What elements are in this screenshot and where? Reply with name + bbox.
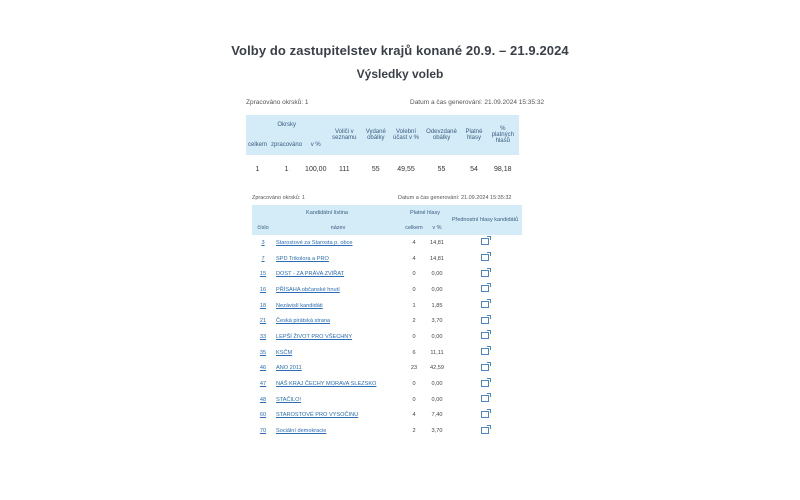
votes-total: 0 — [412, 271, 416, 278]
votes-pct: 42,59 — [430, 365, 444, 372]
candidates-generated-date: Datum a čas generování: 21.09.2024 15:35:32 — [398, 195, 512, 201]
header-valid-votes-pct: % platných hlasů — [487, 115, 519, 155]
party-number-link[interactable]: 47 — [259, 381, 267, 388]
header-name: název — [274, 221, 402, 235]
party-number-link[interactable]: 35 — [259, 349, 267, 356]
summary-table — [246, 115, 519, 183]
candidates-processed-count: Zpracováno okrsků: 1 — [252, 195, 305, 201]
votes-pct: 0,00 — [431, 271, 443, 278]
summary-processed-count: Zpracováno okrsků: 1 — [246, 99, 309, 106]
open-external-icon[interactable] — [481, 332, 489, 339]
votes-pct: 0,00 — [431, 396, 443, 403]
header-envelopes-returned: Odevzdané obálky — [422, 115, 462, 155]
open-external-icon[interactable] — [481, 411, 489, 418]
open-external-icon[interactable] — [481, 348, 489, 355]
party-number-link[interactable]: 60 — [259, 412, 267, 419]
votes-total: 0 — [412, 286, 416, 293]
table-row — [252, 282, 522, 298]
open-external-icon[interactable] — [481, 270, 489, 277]
header-preferential-votes: Přednostní hlasy kandidátů — [448, 205, 522, 235]
page-title: Volby do zastupitelstev krajů konané 20.9. – 21.9.2024 — [231, 43, 569, 58]
party-name-link[interactable]: STAČILO! — [276, 396, 302, 403]
party-number-link[interactable]: 7 — [261, 255, 265, 262]
candidates-table — [252, 205, 522, 439]
party-number-link[interactable]: 48 — [259, 396, 267, 403]
table-row — [252, 392, 522, 408]
votes-total: 4 — [412, 239, 416, 246]
table-row — [252, 345, 522, 361]
votes-pct: 11,11 — [430, 349, 444, 356]
party-number-link[interactable]: 21 — [259, 318, 267, 325]
table-row — [252, 376, 522, 392]
header-okrsky: Okrsky — [246, 115, 327, 135]
page-subtitle: Výsledky voleb — [356, 67, 444, 81]
party-name-link[interactable]: KSČM — [276, 349, 293, 356]
party-name-link[interactable]: ANO 2011 — [276, 365, 302, 372]
header-votes-pct: v % — [426, 221, 448, 235]
summary-generated-date: Datum a čas generování: 21.09.2024 15:35:32 — [410, 99, 545, 106]
votes-pct: 14,81 — [430, 255, 444, 262]
summary-cell: 1 — [255, 165, 260, 173]
table-row — [252, 329, 522, 345]
open-external-icon[interactable] — [481, 317, 489, 324]
table-row — [252, 408, 522, 424]
header-number: číslo — [252, 221, 274, 235]
votes-pct: 1,85 — [431, 302, 443, 309]
votes-pct: 0,00 — [431, 381, 443, 388]
summary-cell: 55 — [437, 165, 446, 173]
table-row — [252, 298, 522, 314]
table-row — [252, 235, 522, 251]
party-name-link[interactable]: DOST - ZA PRÁVA ZVÍŘAT — [276, 271, 345, 278]
votes-total: 2 — [412, 428, 416, 435]
votes-pct: 0,00 — [431, 333, 443, 340]
open-external-icon[interactable] — [481, 364, 489, 371]
votes-total: 0 — [412, 396, 416, 403]
header-valid-votes: Platné hlasy — [402, 205, 448, 221]
header-processed: zpracováno — [269, 135, 304, 155]
summary-row — [246, 155, 519, 183]
header-processed-pct: v % — [304, 135, 327, 155]
votes-total: 6 — [412, 349, 416, 356]
open-external-icon[interactable] — [481, 285, 489, 292]
party-number-link[interactable]: 3 — [261, 239, 265, 246]
party-name-link[interactable]: PŘÍSAHA občanské hnutí — [276, 286, 340, 293]
party-name-link[interactable]: STAROSTOVÉ PRO VYSOČINU — [276, 412, 359, 419]
party-name-link[interactable]: Starostové za Starosta p. obce — [276, 239, 353, 246]
votes-total: 0 — [412, 333, 416, 340]
open-external-icon[interactable] — [481, 238, 489, 245]
header-turnout: Volební účast v % — [390, 115, 421, 155]
header-envelopes-issued: Vydané obálky — [361, 115, 390, 155]
summary-cell: 1 — [284, 165, 289, 173]
open-external-icon[interactable] — [481, 254, 489, 261]
header-valid-votes: Platné hlasy — [461, 115, 486, 155]
summary-cell: 49,55 — [397, 165, 415, 173]
party-name-link[interactable]: Česká pirátská strana — [276, 318, 331, 325]
party-number-link[interactable]: 16 — [259, 286, 267, 293]
table-row — [252, 266, 522, 282]
table-row — [252, 361, 522, 377]
summary-cell: 55 — [371, 165, 380, 173]
votes-total: 0 — [412, 381, 416, 388]
header-total: celkem — [246, 135, 269, 155]
party-name-link[interactable]: SPD Trikolora a PRO — [276, 255, 329, 262]
open-external-icon[interactable] — [481, 427, 489, 434]
summary-cell: 98,18 — [494, 165, 512, 173]
open-external-icon[interactable] — [481, 380, 489, 387]
party-number-link[interactable]: 70 — [259, 428, 267, 435]
party-name-link[interactable]: LEPŠÍ ŽIVOT PRO VŠECHNY — [276, 333, 353, 340]
open-external-icon[interactable] — [481, 395, 489, 402]
party-number-link[interactable]: 15 — [259, 271, 267, 278]
header-voters: Voliči v seznamu — [327, 115, 361, 155]
votes-total: 4 — [412, 255, 416, 262]
summary-cell: 54 — [470, 165, 478, 173]
votes-total: 23 — [410, 365, 418, 372]
header-candidate-list: Kandidátní listina — [252, 205, 402, 221]
table-row — [252, 313, 522, 329]
votes-total: 1 — [412, 302, 416, 309]
party-number-link[interactable]: 46 — [259, 365, 267, 372]
votes-pct: 3,70 — [431, 318, 443, 325]
votes-pct: 3,70 — [431, 428, 443, 435]
votes-pct: 0,00 — [431, 286, 443, 293]
party-number-link[interactable]: 18 — [259, 302, 267, 309]
header-votes-total: celkem — [402, 221, 426, 235]
summary-cell: 111 — [339, 165, 350, 173]
votes-total: 2 — [412, 318, 416, 325]
party-name-link[interactable]: Sociální demokracie — [276, 428, 327, 435]
votes-pct: 14,81 — [430, 239, 444, 246]
party-number-link[interactable]: 33 — [259, 333, 267, 340]
summary-cell: 100,00 — [305, 165, 327, 173]
votes-pct: 7,40 — [431, 412, 443, 419]
party-name-link[interactable]: NÁŠ KRAJ ČECHY MORAVA SLEZSKO — [276, 381, 377, 388]
party-name-link[interactable]: Nezávislí kandidáti — [276, 302, 323, 309]
votes-total: 4 — [412, 412, 416, 419]
open-external-icon[interactable] — [481, 301, 489, 308]
table-row — [252, 251, 522, 267]
table-row — [252, 423, 522, 439]
